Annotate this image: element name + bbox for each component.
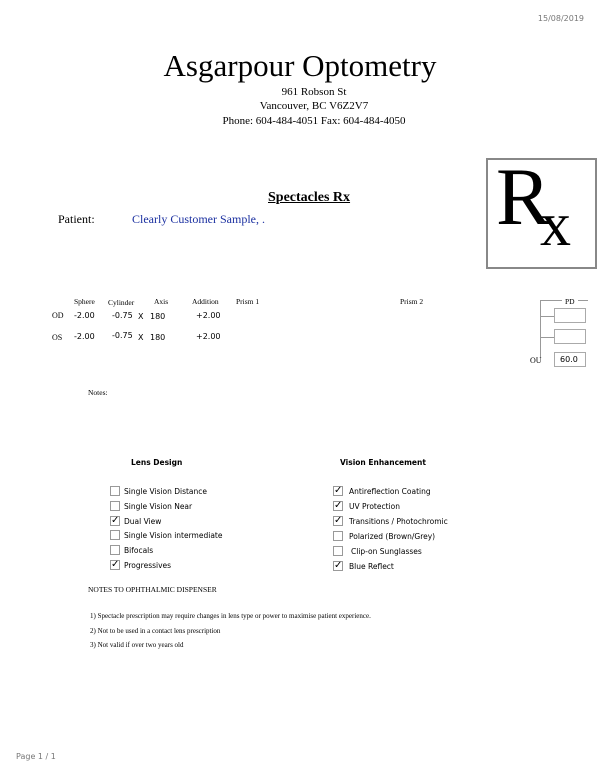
checkbox-bifocals: [110, 545, 120, 555]
os-addition: +2.00: [196, 332, 221, 341]
practice-street: 961 Robson St: [281, 86, 347, 98]
od-addition: +2.00: [196, 311, 221, 320]
patient-label: Patient:: [58, 212, 95, 226]
pd-bracket-line: [540, 300, 562, 301]
checkbox-blue-reflect: [333, 561, 343, 571]
label-single-vision-intermediate: Single Vision intermediate: [124, 531, 223, 540]
lens-design-heading: Lens Design: [131, 458, 183, 467]
practice-name: Asgarpour Optometry: [163, 48, 437, 83]
header-prism1: Prism 1: [236, 297, 260, 306]
checkbox-polarized: [333, 531, 343, 541]
header-prism2: Prism 2: [400, 297, 424, 306]
rx-logo-x: x: [540, 191, 571, 259]
check-mark-icon: ✓: [334, 500, 343, 511]
header-axis: Axis: [154, 297, 169, 306]
od-x: X: [138, 312, 144, 321]
pd-bracket-line: [578, 300, 588, 301]
practice-city: Vancouver, BC V6Z2V7: [259, 100, 369, 112]
patient-name: Clearly Customer Sample, .: [132, 212, 265, 226]
checkbox-single-vision-near: [110, 501, 120, 511]
header-addition: Addition: [192, 297, 219, 306]
label-progressives: Progressives: [124, 561, 172, 570]
practice-phone-fax: Phone: 604-484-4051 Fax: 604-484-4050: [222, 115, 406, 127]
vision-enhancement-heading: Vision Enhancement: [340, 458, 426, 467]
pd-os-field: [554, 329, 586, 344]
label-single-vision-distance: Single Vision Distance: [124, 487, 208, 496]
rx-logo: [486, 151, 597, 269]
header-cylinder: Cylinder: [108, 298, 135, 307]
label-uv-protection: UV Protection: [349, 502, 400, 511]
os-axis: 180: [150, 333, 166, 342]
header-sphere: Sphere: [74, 297, 95, 306]
od-cylinder: -0.75: [112, 311, 133, 320]
dispenser-note-2: 2) Not to be used in a contact lens prescription: [90, 627, 221, 635]
os-x: X: [138, 333, 144, 342]
checkbox-single-vision-distance: [110, 486, 120, 496]
notes-label: Notes:: [88, 388, 108, 397]
label-transitions-photochromic: Transitions / Photochromic: [349, 517, 448, 526]
label-clip-on-sunglasses: Clip-on Sunglasses: [351, 547, 422, 556]
check-mark-icon: ✓: [334, 560, 343, 571]
od-sphere: -2.00: [74, 311, 95, 320]
dispenser-notes-heading: NOTES TO OPHTHALMIC DISPENSER: [88, 585, 217, 594]
header-pd: PD: [565, 297, 575, 306]
pd-ou-field: 60.0: [554, 352, 586, 367]
dispenser-note-1: 1) Spectacle prescription may require changes in lens type or power to maximise patient experience.: [90, 612, 371, 620]
check-mark-icon: ✓: [334, 485, 343, 496]
label-antireflection-coating: Antireflection Coating: [349, 487, 431, 496]
os-sphere: -2.00: [74, 332, 95, 341]
pd-bracket-line: [540, 337, 554, 338]
pd-bracket-vertical: [540, 300, 541, 358]
checkbox-uv-protection: [333, 501, 343, 511]
od-label: OD: [52, 311, 64, 320]
checkbox-dual-view: [110, 516, 120, 526]
label-single-vision-near: Single Vision Near: [124, 502, 193, 511]
checkbox-single-vision-intermediate: [110, 530, 120, 540]
rx-logo-r: R: [496, 151, 551, 242]
ou-label: OU: [530, 356, 542, 365]
checkbox-progressives: [110, 560, 120, 570]
od-axis: 180: [150, 312, 166, 321]
os-label: OS: [52, 333, 63, 342]
pd-od-field: [554, 308, 586, 323]
label-blue-reflect: Blue Reflect: [349, 562, 394, 571]
checkbox-antireflection-coating: [333, 486, 343, 496]
check-mark-icon: ✓: [111, 515, 120, 526]
label-polarized: Polarized (Brown/Grey): [349, 532, 436, 541]
print-date: 15/08/2019: [537, 14, 584, 23]
dispenser-note-3: 3) Not valid if over two years old: [90, 641, 184, 649]
checkbox-clip-on-sunglasses: [333, 546, 343, 556]
pd-bracket-line: [540, 316, 554, 317]
page-number: Page 1 / 1: [16, 752, 56, 761]
document-title: Spectacles Rx: [268, 190, 351, 205]
check-mark-icon: ✓: [111, 559, 120, 570]
label-dual-view: Dual View: [124, 517, 162, 526]
checkbox-transitions-photochromic: [333, 516, 343, 526]
label-bifocals: Bifocals: [124, 546, 154, 555]
check-mark-icon: ✓: [334, 515, 343, 526]
os-cylinder: -0.75: [112, 331, 133, 340]
